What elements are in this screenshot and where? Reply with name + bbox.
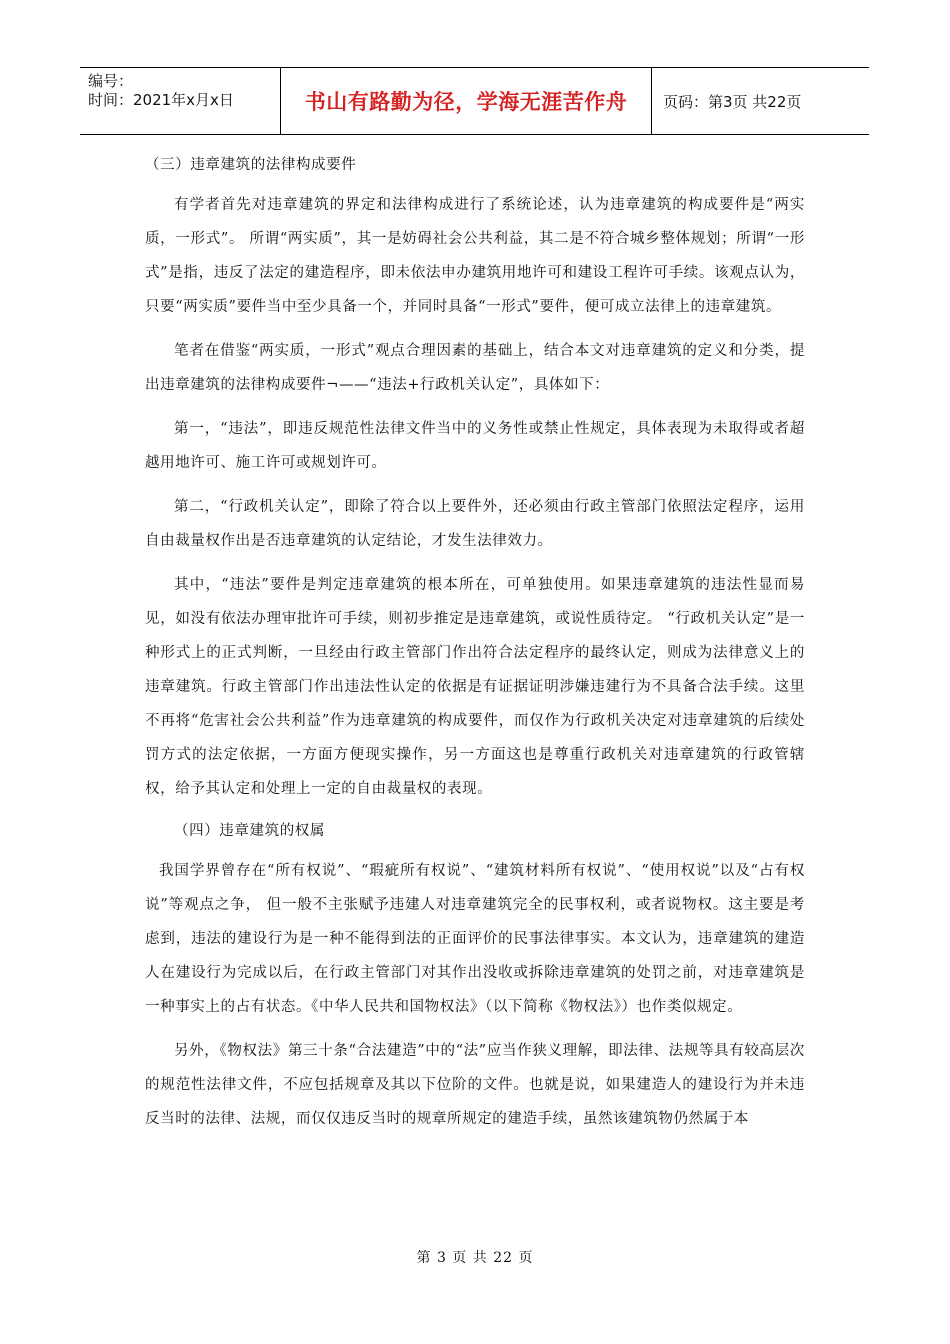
- header-page-info: 页码：第3页 共22页: [663, 92, 802, 111]
- paragraph-1: 有学者首先对违章建筑的界定和法律构成进行了系统论述，认为违章建筑的构成要件是“两实质，一形式”。 所谓“两实质”，其一是妨碍社会公共利益，其二是不符合城乡整体规划；所谓“一形式”是指，违反了法定的建造程序，即未依法申办建筑用地许可和建设工程许可手续。该观点认为，只要“两实质”要件当中至少具备一个，并同时具备“一形式”要件，便可成立法律上的违章建筑。: [145, 197, 805, 315]
- paragraph-5: 其中，“违法”要件是判定违章建筑的根本所在，可单独使用。如果违章建筑的违法性显而易见，如没有依法办理审批许可手续，则初步推定是违章建筑，或说性质待定。 “行政机关认定”是一种形式上的正式判断，一旦经由行政主管部门作出符合法定程序的最终认定，则成为法律意义上的违章建筑。行政主管部门作出违法性认定的依据是有证据证明涉嫌违建行为不具备合法手续。这里不再将“危害社会公共利益”作为违章建筑的构成要件，而仅作为行政机关决定对违章建筑的后续处罚方式的法定依据，一方面方便现实操作，另一方面这也是尊重行政机关对违章建筑的行政管辖权，给予其认定和处理上一定的自由裁量权的表现。: [145, 577, 805, 797]
- section-heading-3: （三）违章建筑的法律构成要件: [145, 157, 357, 173]
- header-meta-cell: [80, 68, 281, 134]
- paragraph-6: 我国学界曾存在“所有权说”、“瑕疵所有权说”、“建筑材料所有权说”、“使用权说”以及“占有权说”等观点之争， 但一般不主张赋予违建人对违章建筑完全的民事权利，或者说物权。这主要是考虑到，违法的建设行为是一种不能得到法的正面评价的民事法律事实。本文认为，违章建筑的建造人在建设行为完成以后，在行政主管部门对其作出没收或拆除违章建筑的处罚之前，对违章建筑是一种事实上的占有状态。《中华人民共和国物权法》（以下简称《物权法》）也作类似规定。: [145, 863, 805, 1015]
- paragraph-2: 笔者在借鉴“两实质，一形式”观点合理因素的基础上，结合本文对违章建筑的定义和分类，提出违章建筑的法律构成要件¬——“违法+行政机关认定”，具体如下：: [145, 343, 805, 393]
- paragraph-7: 另外，《物权法》第三十条“合法建造”中的“法”应当作狭义理解，即法律、法规等具有较高层次的规范性法律文件，不应包括规章及其以下位阶的文件。也就是说，如果建造人的建设行为并未违反当时的法律、法规，而仅仅违反当时的规章所规定的建造手续，虽然该建筑物仍然属于本: [145, 1043, 805, 1127]
- header-motto: 书山有路勤为径，学海无涯苦作舟: [304, 90, 628, 114]
- document-number-label: 编号：: [88, 72, 134, 90]
- page-footer: [0, 1247, 950, 1267]
- header-page-info-cell: [652, 68, 869, 134]
- paragraph-4: 第二，“行政机关认定”，即除了符合以上要件外，还必须由行政主管部门依照法定程序，运用自由裁量权作出是否违章建筑的认定结论，才发生法律效力。: [145, 499, 805, 549]
- footer-page-number: 第 3 页 共 22 页: [416, 1250, 534, 1266]
- document-date-label: 时间：2021年x月x日: [88, 91, 234, 109]
- header-motto-cell: [281, 68, 652, 134]
- paragraph-3: 第一，“违法”，即违反规范性法律文件当中的义务性或禁止性规定，具体表现为未取得或者超越用地许可、施工许可或规划许可。: [145, 421, 805, 471]
- document-body: [145, 150, 805, 1146]
- page-header: [80, 67, 869, 135]
- section-heading-4: （四）违章建筑的权属: [174, 823, 325, 839]
